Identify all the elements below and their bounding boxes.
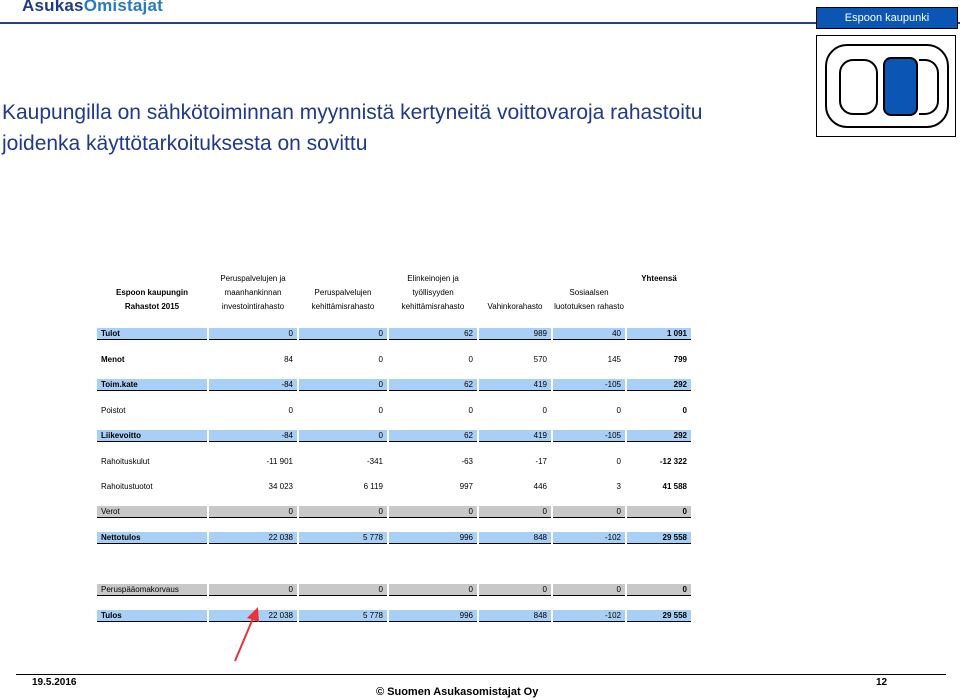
arrow-head [247, 607, 259, 622]
logo-part2: Omistajat [83, 0, 163, 15]
city-label: Espoon kaupunki [816, 7, 958, 29]
cell: 989 [479, 328, 551, 340]
cell-total: 292 [627, 430, 691, 442]
table-row [97, 405, 691, 416]
car-window-icon [839, 59, 878, 115]
cell: 5 778 [299, 610, 387, 622]
cell: 145 [607, 355, 621, 364]
table-row [97, 430, 691, 442]
table-row [97, 610, 691, 622]
cell-total: 29 558 [627, 532, 691, 544]
row-label: Peruspääomakorvaus [97, 584, 207, 596]
cell: 0 [479, 584, 551, 596]
cell: 848 [479, 532, 551, 544]
logo-part1: Asukas [22, 0, 84, 15]
cell: 419 [479, 430, 551, 442]
cell: 997 [459, 482, 473, 491]
cell: 996 [389, 532, 477, 544]
table-header-row [97, 272, 691, 314]
cell-total: 0 [627, 584, 691, 596]
table-row [97, 354, 691, 365]
table-row [97, 456, 691, 467]
cell-total: 1 091 [627, 328, 691, 340]
cell: 0 [378, 406, 383, 415]
cell: -11 901 [266, 457, 293, 466]
cell: 0 [299, 379, 387, 391]
car-illustration [816, 35, 956, 137]
column-header: Vahinkorahasto [487, 302, 543, 311]
cell: 0 [616, 457, 621, 466]
cell: 0 [209, 584, 297, 596]
cell: -84 [209, 379, 297, 391]
cell: -105 [553, 430, 625, 442]
cell: 419 [479, 379, 551, 391]
cell: 0 [616, 406, 621, 415]
cell: 0 [468, 406, 473, 415]
column-header: Peruspalvelujen kehittämisrahasto [311, 288, 375, 311]
funds-table [95, 272, 693, 622]
cell: 22 038 [209, 532, 297, 544]
cell: 40 [553, 328, 625, 340]
row-label: Toim.kate [97, 379, 207, 391]
table-row [97, 328, 691, 340]
column-header: Sosiaalsen luototuksen rahasto [554, 288, 624, 311]
cell-total: 0 [682, 406, 687, 415]
cell: 0 [288, 406, 293, 415]
page-title: Kaupungilla on sähkötoiminnan myynnistä kertyneitä voittovaroja rahastoitu joidenka käyttötarkoituksesta on sovittu [2, 101, 703, 155]
car-window-icon [919, 59, 939, 115]
cell: 84 [284, 355, 293, 364]
row-label: Rahoituskulut [101, 457, 150, 466]
column-header: Peruspalvelujen ja maanhankinnan investointirahasto [220, 274, 286, 311]
cell: 34 023 [268, 482, 293, 491]
table-row [97, 379, 691, 391]
cell: -84 [209, 430, 297, 442]
cell: 0 [299, 584, 387, 596]
column-header-total: Yhteensä [641, 274, 677, 283]
cell: -105 [553, 379, 625, 391]
brand-logo [22, 0, 163, 16]
cell: 0 [299, 328, 387, 340]
cell: 996 [389, 610, 477, 622]
cell: -17 [535, 457, 547, 466]
car-window-highlight-icon [883, 57, 918, 116]
row-label: Rahoitustuotot [101, 482, 153, 491]
corner-line2: Rahastot 2015 [124, 302, 180, 311]
cell-total: 0 [627, 506, 691, 518]
cell: 5 778 [299, 532, 387, 544]
corner-line1: Espoon kaupungin [116, 288, 188, 297]
row-label: Verot [97, 506, 207, 518]
cell-total: -12 322 [659, 457, 687, 466]
cell: -102 [553, 532, 625, 544]
table-row [97, 481, 691, 492]
row-label: Tulos [97, 610, 207, 622]
row-label: Menot [101, 355, 125, 364]
cell: 0 [299, 506, 387, 518]
cell: -341 [366, 457, 383, 466]
row-label: Poistot [101, 406, 126, 415]
table-row [97, 584, 691, 596]
footer-date: 19.5.2016 [32, 677, 77, 688]
cell: 0 [389, 584, 477, 596]
cell: 62 [389, 430, 477, 442]
row-label: Tulot [97, 328, 207, 340]
page-number: 12 [876, 677, 888, 688]
table-corner [97, 272, 207, 314]
row-label: Nettotulos [97, 532, 207, 544]
table-row [97, 506, 691, 518]
cell: -102 [553, 610, 625, 622]
cell: 6 119 [363, 482, 383, 491]
cell: 0 [553, 506, 625, 518]
cell: 0 [553, 584, 625, 596]
cell: 3 [616, 482, 621, 491]
row-label: Liikevoitto [97, 430, 207, 442]
table-row [97, 532, 691, 544]
cell: 848 [479, 610, 551, 622]
cell: 0 [468, 355, 473, 364]
cell: -63 [461, 457, 473, 466]
footer-divider [16, 674, 946, 675]
cell: 62 [389, 328, 477, 340]
car-body-icon [825, 44, 949, 128]
cell-total: 799 [673, 355, 687, 364]
red-arrow-icon [230, 606, 270, 666]
footer-copyright: © Suomen Asukasomistajat Oy [376, 686, 539, 698]
arrow-shaft [235, 616, 254, 661]
cell: 0 [389, 506, 477, 518]
cell: 0 [299, 430, 387, 442]
cell: 0 [378, 355, 383, 364]
cell: 0 [479, 506, 551, 518]
cell-total: 292 [627, 379, 691, 391]
cell: 570 [533, 355, 547, 364]
cell-total: 29 558 [627, 610, 691, 622]
cell-total: 41 588 [662, 482, 687, 491]
cell: 0 [209, 506, 297, 518]
cell: 22 038 [209, 610, 297, 622]
cell: 62 [389, 379, 477, 391]
cell: 0 [209, 328, 297, 340]
column-header: Elinkeinojen ja työllisyyden kehittämisrahasto [401, 274, 465, 311]
cell: 0 [542, 406, 547, 415]
cell: 446 [533, 482, 547, 491]
